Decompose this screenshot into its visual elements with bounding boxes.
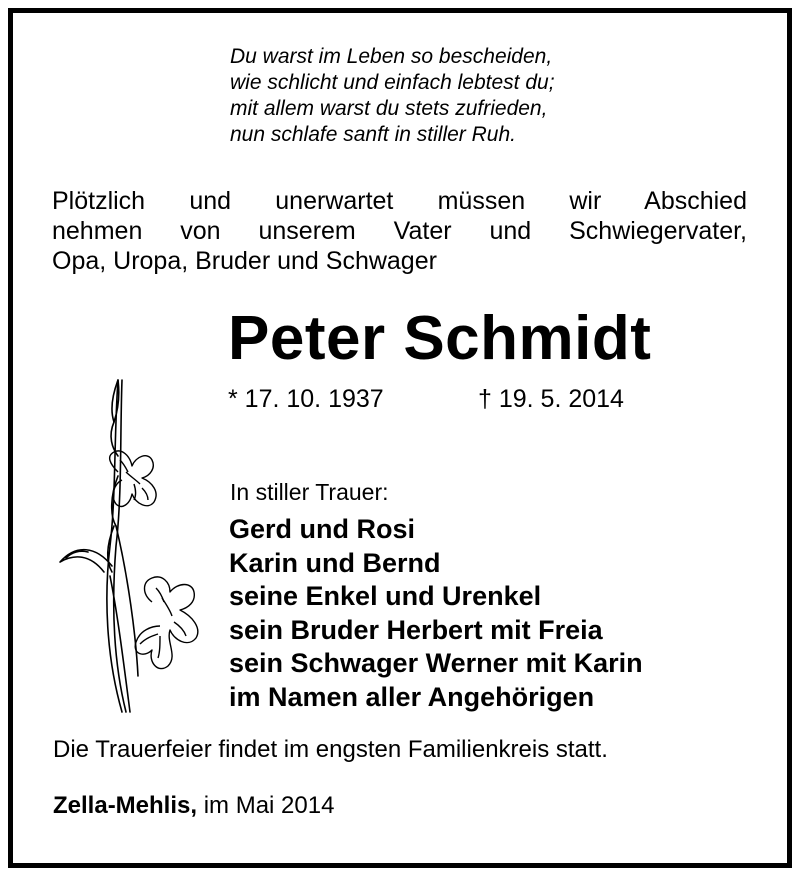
- place-name: Zella-Mehlis,: [53, 792, 198, 819]
- poem-line: mit allem warst du stets zufrieden,: [230, 97, 548, 120]
- mourners-list: [229, 513, 643, 715]
- poem-line: wie schlicht und einfach lebtest du;: [230, 71, 555, 94]
- mourning-heading: In stiller Trauer:: [230, 479, 389, 505]
- poem-line: Du warst im Leben so bescheiden,: [230, 45, 553, 68]
- poem: [230, 44, 555, 148]
- mourner-entry: Karin und Bernd: [229, 547, 441, 578]
- mourner-entry: sein Schwager Werner mit Karin: [229, 648, 643, 679]
- mourner-entry: seine Enkel und Urenkel: [229, 581, 542, 612]
- mourner-entry: sein Bruder Herbert mit Freia: [229, 614, 603, 645]
- place-date-line: [53, 791, 334, 821]
- mourner-entry: im Namen aller Angehörigen: [229, 681, 595, 712]
- birth-date: * 17. 10. 1937: [228, 385, 384, 413]
- iris-flower-icon: [56, 376, 216, 716]
- deceased-name: Peter Schmidt: [228, 304, 652, 373]
- intro-line: Opa, Uropa, Bruder und Schwager: [52, 247, 437, 275]
- intro-line: Plötzlich und unerwartet müssen wir Abschied: [52, 187, 747, 215]
- poem-line: nun schlafe sanft in stiller Ruh.: [230, 123, 516, 146]
- mourner-entry: Gerd und Rosi: [229, 514, 416, 544]
- notice-date: im Mai 2014: [197, 792, 335, 819]
- funeral-notice: Die Trauerfeier findet im engsten Familienkreis statt.: [53, 736, 608, 763]
- intro-line: nehmen von unserem Vater und Schwiegervater,: [52, 217, 747, 245]
- death-date: † 19. 5. 2014: [478, 385, 624, 413]
- intro-text: [52, 186, 747, 276]
